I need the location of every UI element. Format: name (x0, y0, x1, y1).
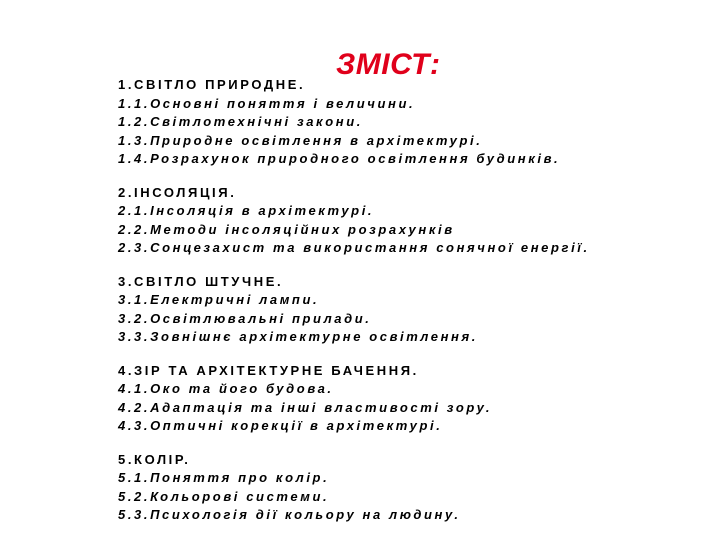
section-item: 3.2.Освітлювальні прилади. (118, 310, 372, 326)
section-item: 1.4.Розрахунок природного освітлення будинків. (118, 151, 561, 166)
section-heading: 3.СВІТЛО ШТУЧНЕ. (118, 273, 284, 289)
section-item: 1.3.Природне освітлення в архітектурі. (118, 132, 483, 148)
section-item: 4.2.Адаптація та інші властивості зору. (118, 399, 493, 415)
table-of-contents (118, 76, 708, 540)
section-item: 2.1.Інсоляція в архітектурі. (118, 203, 375, 218)
section-5 (118, 451, 708, 525)
section-item: 3.1.Електричні лампи. (118, 292, 320, 307)
section-heading: 1.СВІТЛО ПРИРОДНЕ. (118, 77, 306, 92)
section-3 (118, 273, 708, 347)
section-2 (118, 184, 708, 258)
section-heading: 4.ЗІР ТА АРХІТЕКТУРНЕ БАЧЕННЯ. (118, 362, 419, 378)
section-heading: 2.ІНСОЛЯЦІЯ. (118, 184, 237, 200)
section-item: 5.1.Поняття про колір. (118, 470, 330, 485)
slide-title: ЗМІСТ: (336, 48, 441, 81)
section-4 (118, 362, 708, 436)
section-item: 4.3.Оптичні корекції в архітектурі. (118, 418, 443, 433)
section-heading: 5.КОЛІР. (118, 451, 191, 467)
section-item: 2.2.Методи інсоляційних розрахунків (118, 221, 455, 237)
section-1 (118, 76, 708, 169)
section-item: 5.2.Кольорові системи. (118, 488, 330, 504)
section-item: 1.1.Основні поняття і величини. (118, 95, 416, 111)
section-item: 3.3.Зовнішнє архітектурне освітлення. (118, 329, 478, 344)
section-item: 5.3.Психологія дії кольору на людину. (118, 507, 461, 522)
section-item: 1.2.Світлотехнічні закони. (118, 114, 363, 129)
section-item: 4.1.Око та його будова. (118, 381, 334, 396)
section-item: 2.3.Сонцезахист та використання сонячної енергії. (118, 240, 590, 255)
